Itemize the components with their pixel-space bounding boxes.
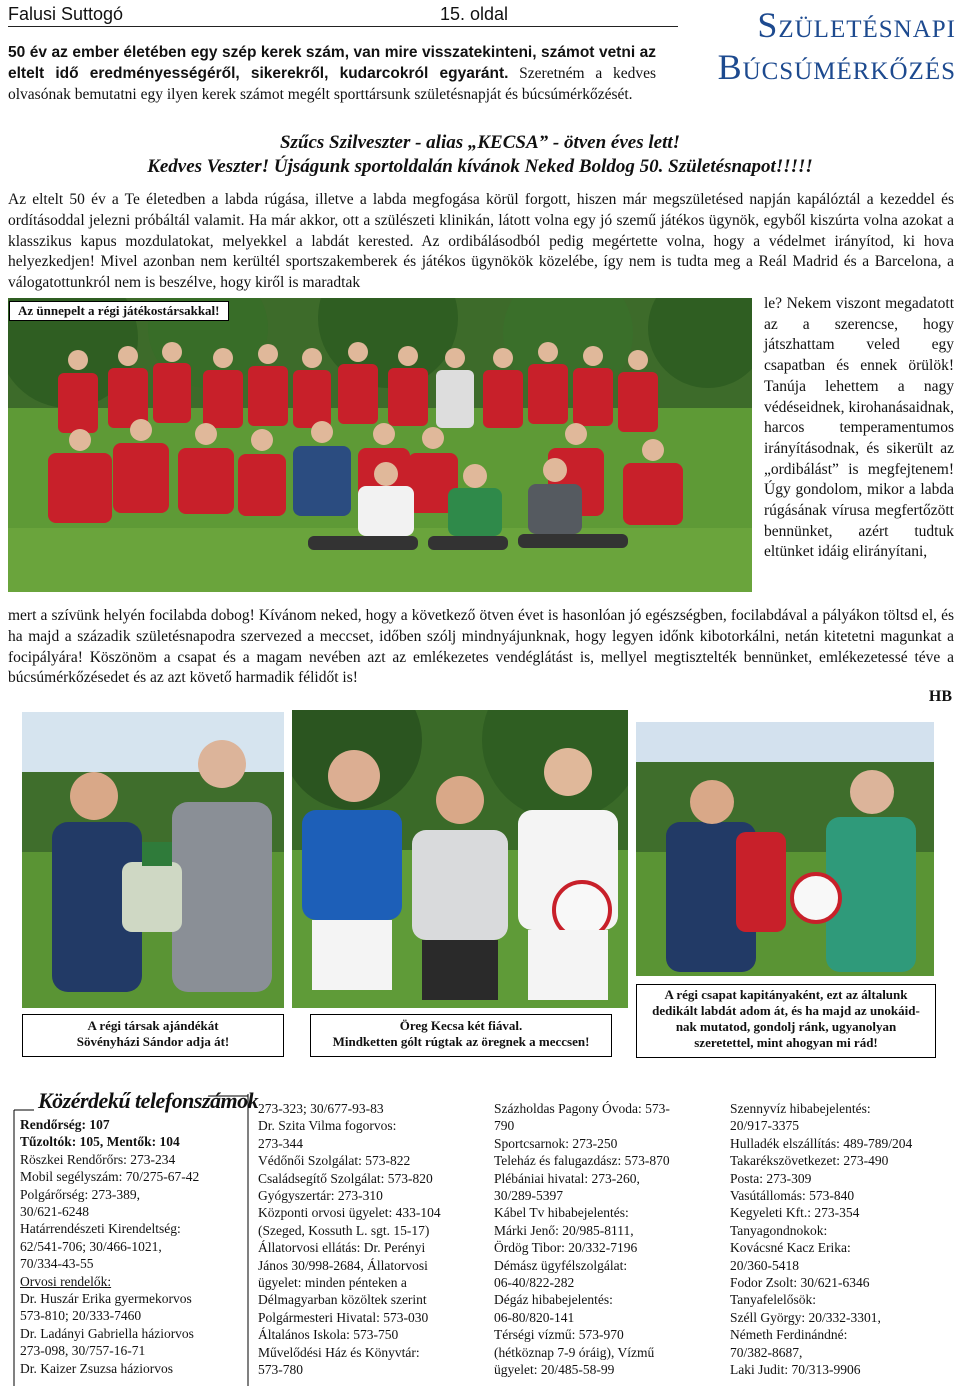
page-number: 15. oldal bbox=[440, 4, 509, 24]
phone-line: Művelődési Ház és Könyvtár: bbox=[258, 1344, 420, 1360]
phone-line: Vasútállomás: 573-840 bbox=[730, 1188, 855, 1204]
phone-line: Teleház és falugazdász: 573-870 bbox=[494, 1153, 670, 1169]
gift-caption-line2: Sövényházi Sándor adja át! bbox=[76, 1034, 230, 1049]
phone-line: ügyelet: 20/485-58-99 bbox=[494, 1362, 615, 1378]
phone-line: Polgármesteri Hivatal: 573-030 bbox=[258, 1309, 429, 1325]
phone-line: Polgárőrség: 273-389, bbox=[20, 1186, 140, 1202]
team-photo bbox=[8, 298, 752, 592]
phone-line: Plébániai hivatal: 273-260, bbox=[494, 1170, 640, 1186]
phone-line: 62/541-706; 30/466-1021, bbox=[20, 1238, 162, 1254]
ball-handover-caption bbox=[636, 984, 936, 1058]
phone-line: Családsegítő Szolgálat: 573-820 bbox=[258, 1170, 433, 1186]
sons-photo bbox=[292, 710, 628, 1008]
phone-line: Széll György: 20/332-3301, bbox=[730, 1309, 881, 1325]
team-photo-image bbox=[8, 298, 752, 592]
phone-line: Kovácsné Kacz Erika: bbox=[730, 1240, 851, 1256]
phone-line: Tűzoltók: 105, Mentők: 104 bbox=[20, 1134, 180, 1150]
newspaper-name: Falusi Suttogó bbox=[8, 4, 124, 24]
team-photo-caption: Az ünnepelt a régi játékostársakkal! bbox=[9, 301, 229, 321]
phone-line: Szennyvíz hibabejelentés: bbox=[730, 1101, 871, 1116]
author-signature: HB bbox=[928, 688, 952, 705]
ball-caption-line1: A régi csapat kapitányaként, ezt az általunk bbox=[664, 987, 908, 1002]
phone-line: 573-780 bbox=[258, 1362, 303, 1378]
gift-caption-line1: A régi társak ajándékát bbox=[87, 1018, 219, 1033]
phone-line: Százholdas Pagony Óvoda: 573- bbox=[494, 1101, 670, 1116]
sons-photo-image bbox=[292, 710, 628, 1008]
gift-photo-caption bbox=[22, 1014, 284, 1057]
phone-line: Fodor Zsolt: 30/621-6346 bbox=[730, 1275, 870, 1291]
phone-line: ügyelet: minden pénteken a bbox=[258, 1275, 407, 1291]
phone-line: Kegyeleti Kft.: 273-354 bbox=[730, 1205, 860, 1221]
phone-line: 30/289-5397 bbox=[494, 1188, 563, 1204]
gift-photo bbox=[22, 712, 284, 1008]
header-rule bbox=[8, 26, 678, 27]
phone-line: 273-098, 30/757-16-71 bbox=[20, 1343, 146, 1359]
lead-paragraph bbox=[8, 42, 656, 105]
gift-photo-image bbox=[22, 712, 284, 1008]
phone-line: Németh Ferdinándné: bbox=[730, 1327, 848, 1343]
ball-handover-photo bbox=[636, 722, 934, 976]
phone-line: 06-40/822-282 bbox=[494, 1275, 575, 1291]
headline-line1: Szűcs Szilveszter - alias „KECSA” - ötven éves lett! bbox=[279, 132, 681, 153]
phone-line: (hétköznap 7-9 óráig), Vízmű bbox=[494, 1344, 655, 1360]
ball-caption-line3: nak mutatod, gondolj ránk, ugyanolyan bbox=[675, 1019, 897, 1034]
phone-line: Dr. Huszár Erika gyermekorvos bbox=[20, 1291, 192, 1307]
phone-line: (Szeged, Kossuth L. sgt. 15-17) bbox=[258, 1222, 430, 1238]
side-paragraph: le? Nekem viszont megadatott az a szerencse, hogy játszhattam veled egy csapatban és ennek örülök! Tanúja lehettem a nagy védéseidnek, kirohanásaidnak, harcos temperamentumos irányításodnak, és sikerült az „ordibálást” is megfejtenem! Úgy gondolom, mikor a labda rúgásának vírusa megfertőzött bennünket, azért tudtuk eltünket idáig elirányítani, bbox=[764, 295, 954, 561]
phone-line: Orvosi rendelők: bbox=[20, 1273, 112, 1289]
phone-line: Központi orvosi ügyelet: 433-104 bbox=[258, 1205, 441, 1221]
phone-line: Térségi vízmű: 573-970 bbox=[494, 1327, 624, 1343]
phone-line: 70/382-8687, bbox=[730, 1344, 803, 1360]
phone-line: Tanyafelelősök: bbox=[730, 1292, 817, 1308]
phone-line: Röszkei Rendőrőrs: 273-234 bbox=[20, 1151, 176, 1167]
phone-line: Sportcsarnok: 273-250 bbox=[494, 1135, 618, 1151]
phone-line: 06-80/820-141 bbox=[494, 1309, 575, 1325]
ball-caption-line4: szeretettel, mint ahogyan mi rád! bbox=[694, 1035, 878, 1050]
phone-line: 30/621-6248 bbox=[20, 1204, 89, 1220]
article-title-line1: Születésnapi bbox=[757, 5, 956, 45]
phone-line: Ördög Tibor: 20/332-7196 bbox=[494, 1240, 638, 1256]
phone-line: 20/917-3375 bbox=[730, 1118, 799, 1134]
phones-column-1 bbox=[20, 1116, 199, 1377]
sons-caption-line2: Mindketten gólt rúgtak az öregnek a meccsen! bbox=[332, 1034, 590, 1049]
phone-line: Dr. Kaizer Zsuzsa háziorvos bbox=[20, 1360, 173, 1376]
phone-line: János 30/998-2684, Állatorvosi bbox=[258, 1257, 428, 1273]
phone-line: Határrendészeti Kirendeltség: bbox=[20, 1221, 181, 1237]
phone-line: Dr. Ladányi Gabriella háziorvos bbox=[20, 1325, 194, 1341]
phone-line: Márki Jenő: 20/985-8111, bbox=[494, 1222, 634, 1238]
phone-line: Rendőrség: 107 bbox=[20, 1117, 110, 1132]
phone-line: Általános Iskola: 573-750 bbox=[258, 1327, 399, 1343]
body-paragraph-1: Az eltelt 50 év a Te életedben a labda rúgása, illetve a labda megfogása körül forgott, hiszen már megszületésed napján kapálóztál a kezeddel és ordításoddal jelezni próbáltál valamit. Ha már akkor, ott a szülészeti klinikán, látott volna egy jó szemű játékos ügynök, egyből kiszúrta volna azokat a klasszikus kapus mozdulatokat, melyekkel a labdát kerested. Az ordibálásodból pedig megértette volna, hogy a védelmet irányítod, ki hova helyezkedjen! Mivel azonban nem kerültél sportszakemberek és játékos ügynökök közelébe, így nem is tudta meg a Reál Madrid és a Barcelona, a válogatottunkról nem is beszélve, hogy kiről is maradtak bbox=[8, 191, 954, 292]
headline-line2: Kedves Veszter! Újságunk sportoldalán kívánok Neked Boldog 50. Születésnapot!!!!! bbox=[147, 156, 813, 177]
phones-column-4 bbox=[730, 1100, 912, 1379]
phones-column-3 bbox=[494, 1100, 670, 1379]
sons-caption-line1: Öreg Kecsa két fiával. bbox=[399, 1018, 523, 1033]
phone-line: Démász ügyfélszolgálat: bbox=[494, 1257, 628, 1273]
phone-line: 70/334-43-55 bbox=[20, 1256, 94, 1272]
phone-line: Tanyagondnokok: bbox=[730, 1222, 828, 1238]
phone-line: 573-810; 20/333-7460 bbox=[20, 1308, 142, 1324]
phone-line: 273-323; 30/677-93-83 bbox=[258, 1101, 384, 1116]
phone-line: Gyógyszertár: 273-310 bbox=[258, 1188, 383, 1204]
phone-line: 273-344 bbox=[258, 1135, 303, 1151]
article-title-line2: Búcsúmérkőzés bbox=[717, 47, 956, 87]
phone-line: Posta: 273-309 bbox=[730, 1170, 812, 1186]
phone-section-title: Közérdekű telefonszámok bbox=[38, 1088, 259, 1113]
phone-line: Hulladék elszállítás: 489-789/204 bbox=[730, 1135, 913, 1151]
body-paragraph-2: mert a szívünk helyén focilabda dobog! Kívánom neked, hogy a következő ötven évet is hasonlóan jó egészségben, focilabdával a pályákon töltsd el, és ha majd a századik születésnapodra szervezed a meccset, időben szólj mindnyájunknak, hogy legyen időnk kibotorkálni, netán kitetetni magunkat a focipályára! Köszönöm a csapat és a magam nevében azt az emlékezetes vendéglátást is, mellyel megtisztelték bennünket, emlékezetessé téve a búcsúmérkőzésedet és az azt követő harmadik félidőt is! bbox=[8, 607, 954, 687]
phone-line: 20/360-5418 bbox=[730, 1257, 799, 1273]
phones-column-2 bbox=[258, 1100, 441, 1379]
phone-line: Takarékszövetkezet: 273-490 bbox=[730, 1153, 889, 1169]
phone-line: Dégáz hibabejelentés: bbox=[494, 1292, 613, 1308]
phone-line: Laki Judit: 70/313-9906 bbox=[730, 1362, 861, 1378]
phone-line: Kábel Tv hibabejelentés: bbox=[494, 1205, 629, 1221]
phone-line: Dr. Szita Vilma fogorvos: bbox=[258, 1118, 397, 1134]
phone-line: 790 bbox=[494, 1118, 515, 1134]
article-title bbox=[668, 4, 956, 88]
phone-line: Mobil segélyszám: 70/275-67-42 bbox=[20, 1169, 200, 1185]
lead-normal: Szeretném a kedves olvasónak bemutatni egy ilyen kerek számot megélt sporttársunk születésnapját és búcsúmérkőzését. bbox=[8, 65, 656, 103]
ball-handover-photo-image bbox=[636, 722, 934, 976]
phone-line: Állatorvosi ellátás: Dr. Perényi bbox=[258, 1240, 426, 1256]
phone-line: Délmagyarban közöltek szerint bbox=[258, 1292, 427, 1308]
sons-photo-caption bbox=[310, 1014, 612, 1057]
lead-bold: 50 év az ember életében egy szép kerek szám, van mire visszatekinteni, számot vetni az eltelt idő eredményességéről, sikerekről, kudarcokról egyaránt. bbox=[8, 44, 656, 82]
phone-line: Védőnői Szolgálat: 573-822 bbox=[258, 1153, 411, 1169]
ball-caption-line2: dedikált labdát adom át, és ha majd az unokáid- bbox=[652, 1003, 920, 1018]
